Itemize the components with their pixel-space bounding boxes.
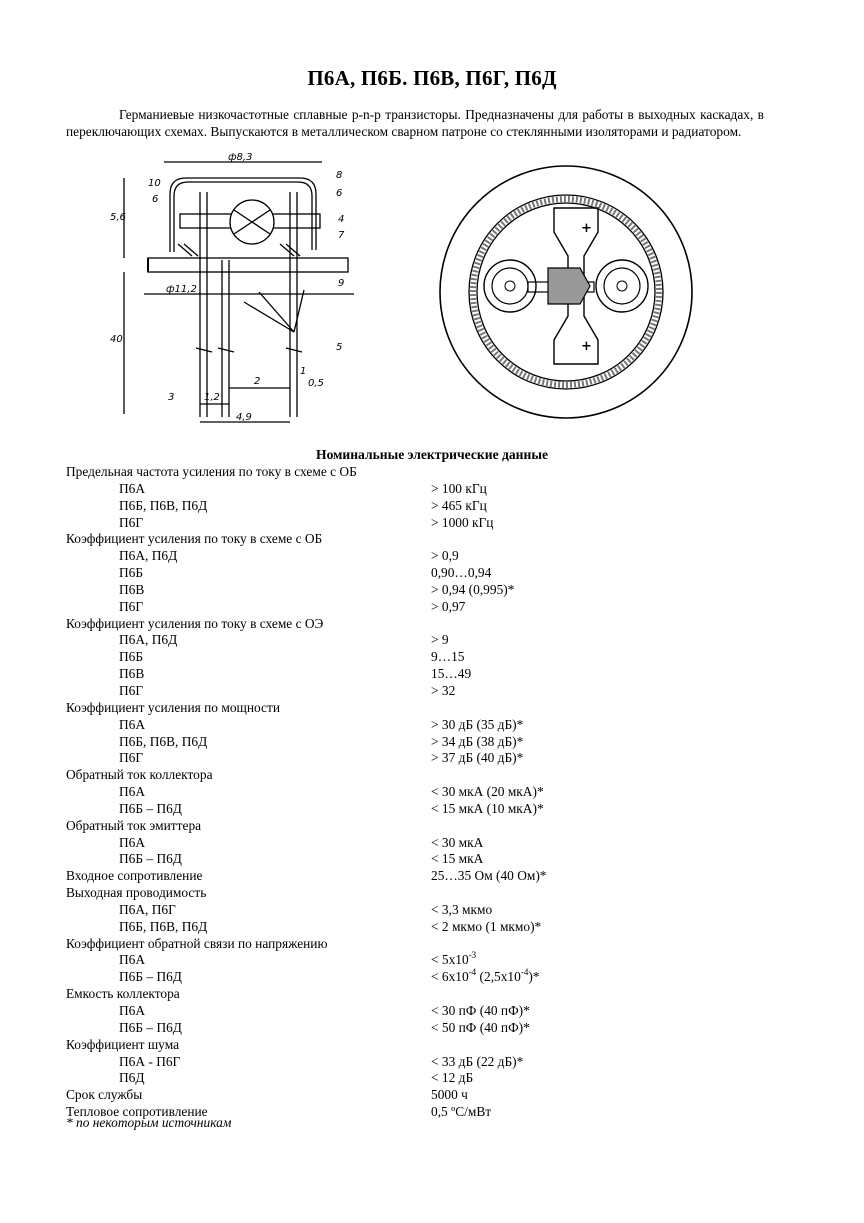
spec-subrow [66, 548, 766, 565]
transistor-top-view-drawing [430, 152, 702, 432]
spec-label: П6А [119, 480, 146, 496]
spec-label: Коэффициент обратной связи по напряжению [66, 935, 328, 951]
spec-group-row [66, 936, 766, 953]
spec-subrow [66, 649, 766, 666]
spec-label: П6А, П6Г [119, 901, 176, 917]
spec-subrow [66, 666, 766, 683]
spec-value: > 9 [431, 632, 449, 648]
spec-label: П6Б – П6Д [119, 851, 182, 867]
spec-value: 0,5 ºC/мВт [431, 1104, 492, 1120]
callout-7: 7 [338, 230, 345, 241]
spec-subrow [66, 851, 766, 868]
spec-subrow [66, 952, 766, 969]
spec-subrow [66, 902, 766, 919]
spec-label: П6А [119, 1003, 146, 1018]
spec-subrow [66, 498, 766, 515]
callout-3: 3 [168, 392, 175, 403]
spec-value: < $5x10^{-3}$ [431, 950, 477, 968]
spec-value: 5000 ч [431, 1087, 468, 1103]
spec-label: Входное сопротивление [66, 868, 203, 884]
spec-subrow [66, 683, 766, 700]
spec-value: < 15 мкА [431, 851, 484, 867]
spec-label: П6Б [119, 649, 144, 665]
spec-value: < $6x10^{-4}$ $(2,5x10^{-4})*$ [431, 966, 540, 985]
spec-subrow [66, 632, 766, 649]
spec-subrow [66, 966, 766, 986]
page-title: П6А, П6Б. П6В, П6Г, П6Д [307, 66, 557, 90]
spec-label: Срок службы [66, 1087, 143, 1103]
spec-subrow [66, 1020, 766, 1037]
spec-label: П6А, П6Д [119, 548, 178, 564]
plus-mark-top: + [581, 221, 592, 236]
spec-subrow [66, 515, 766, 532]
callout-8: 8 [336, 170, 343, 181]
spec-value: < 3,3 мкмо [431, 901, 493, 917]
spec-subrow [66, 750, 766, 767]
spec-value: < 15 мкА (10 мкА)* [431, 800, 544, 816]
spec-value: < 12 дБ [431, 1070, 474, 1086]
spec-label: Выходная проводимость [66, 885, 207, 901]
spec-subrow [66, 919, 766, 936]
spec-label: Обратный ток коллектора [66, 767, 213, 783]
callout-10: 10 [148, 178, 161, 189]
spec-group-row [66, 767, 766, 784]
spec-group-row [66, 1037, 766, 1054]
spec-value: > 100 кГц [431, 480, 487, 496]
spec-subrow [66, 1054, 766, 1071]
spec-label: П6А [119, 716, 146, 732]
footnote: * по некоторым источникам [66, 1115, 232, 1130]
spec-value: > 0,94 (0,995)* [431, 581, 515, 597]
spec-group-row [66, 818, 766, 835]
spec-label: Обратный ток эмиттера [66, 817, 202, 833]
spec-table [66, 464, 766, 1121]
spec-value: > 1000 кГц [431, 514, 494, 530]
spec-label: П6Г [119, 598, 144, 614]
spec-label: Коэффициент усиления по току в схеме с ОЭ [66, 615, 324, 631]
spec-value: 15…49 [431, 666, 472, 682]
spec-group-row [66, 531, 766, 548]
spec-label: П6В [119, 581, 145, 597]
spec-value: > 32 [431, 682, 456, 698]
section-title: Номинальные электрические данные [316, 447, 548, 462]
dim-body-height: 5,6 [110, 212, 126, 223]
spec-label: П6Б – П6Д [119, 800, 182, 816]
spec-subrow [66, 734, 766, 751]
spec-group-row [66, 464, 766, 481]
spec-value: 25…35 Ом (40 Ом)* [431, 868, 547, 884]
spec-value: 9…15 [431, 649, 465, 665]
callout-9: 9 [338, 278, 345, 289]
spec-label: П6Г [119, 750, 144, 766]
spec-value: 0,90…0,94 [431, 565, 492, 581]
spec-label: П6Д [119, 1070, 145, 1086]
callout-5: 5 [336, 342, 343, 353]
callout-4: 4 [338, 214, 345, 225]
spec-subrow [66, 1070, 766, 1087]
spec-label: П6А, П6Д [119, 632, 178, 648]
spec-label: Тепловое сопротивление [66, 1104, 208, 1120]
dim-flange-diameter: ф11,2 [166, 284, 197, 295]
spec-value: < 2 мкмо (1 мкмо)* [431, 918, 542, 934]
spec-subrow [66, 582, 766, 599]
spec-group-row [66, 986, 766, 1003]
spec-label: П6А [119, 834, 146, 850]
spec-label: П6Б, П6В, П6Д [119, 733, 208, 749]
spec-value: < 30 мкА [431, 834, 484, 850]
callout-1: 1 [300, 366, 307, 377]
spec-label: Предельная частота усиления по току в схеме с ОБ [66, 464, 357, 479]
spec-group-row [66, 1087, 766, 1104]
spec-label: П6Б [119, 565, 144, 581]
spec-value: > 34 дБ (38 дБ)* [431, 733, 524, 749]
spec-subrow [66, 599, 766, 616]
callout-6a: 6 [152, 194, 159, 205]
spec-label: П6Б – П6Д [119, 1019, 182, 1035]
spec-label: П6Б, П6В, П6Д [119, 497, 208, 513]
spec-label: Коэффициент усиления по мощности [66, 699, 280, 715]
dim-lead-spacing: 2 [254, 376, 261, 387]
spec-label: П6А [119, 952, 146, 968]
spec-group-row [66, 700, 766, 717]
spec-value: < 50 пФ (40 пФ)* [431, 1019, 530, 1035]
spec-value: < 30 пФ (40 пФ)* [431, 1003, 530, 1018]
spec-subrow [66, 801, 766, 818]
spec-value: > 30 дБ (35 дБ)* [431, 716, 524, 732]
spec-label: Коэффициент шума [66, 1036, 180, 1052]
spec-subrow [66, 717, 766, 734]
spec-value: < 30 мкА (20 мкА)* [431, 784, 544, 800]
dim-cap-diameter: ф8,3 [228, 152, 253, 163]
spec-label: П6Б – П6Д [119, 969, 182, 985]
dim-lead-width: 1,2 [204, 392, 220, 403]
spec-value: > 465 кГц [431, 497, 487, 513]
spec-subrow [66, 835, 766, 852]
dim-total-width: 4,9 [236, 412, 252, 423]
spec-subrow [66, 1003, 766, 1020]
spec-subrow [66, 481, 766, 498]
plus-mark-bottom: + [581, 339, 592, 354]
intro-paragraph: Германиевые низкочастотные сплавные p-n-p транзисторы. Предназначены для работы в выходных каскадах, в переключающих схемах. Выпускаются в металлическом сварном патроне со стеклянными изоляторами и радиатором. [66, 107, 764, 139]
spec-value: > 0,97 [431, 598, 466, 614]
spec-group-row [66, 616, 766, 633]
spec-value: < 33 дБ (22 дБ)* [431, 1053, 524, 1069]
transistor-section-drawing [104, 152, 364, 432]
spec-label: П6Б, П6В, П6Д [119, 918, 208, 934]
spec-value: > 37 дБ (40 дБ)* [431, 750, 524, 766]
spec-label: П6В [119, 666, 145, 682]
spec-subrow [66, 784, 766, 801]
spec-label: П6А - П6Г [119, 1053, 181, 1069]
spec-subrow [66, 565, 766, 582]
spec-label: Коэффициент усиления по току в схеме с ОБ [66, 531, 323, 547]
dim-lead-length: 40 [110, 334, 123, 345]
spec-label: П6А [119, 784, 146, 800]
spec-group-row [66, 868, 766, 885]
spec-label: Емкость коллектора [66, 986, 180, 1002]
spec-label: П6Г [119, 514, 144, 530]
spec-label: П6Г [119, 682, 144, 698]
spec-value: > 0,9 [431, 548, 459, 564]
spec-group-row [66, 885, 766, 902]
callout-6b: 6 [336, 188, 343, 199]
dim-lead-small: 0,5 [308, 378, 324, 389]
